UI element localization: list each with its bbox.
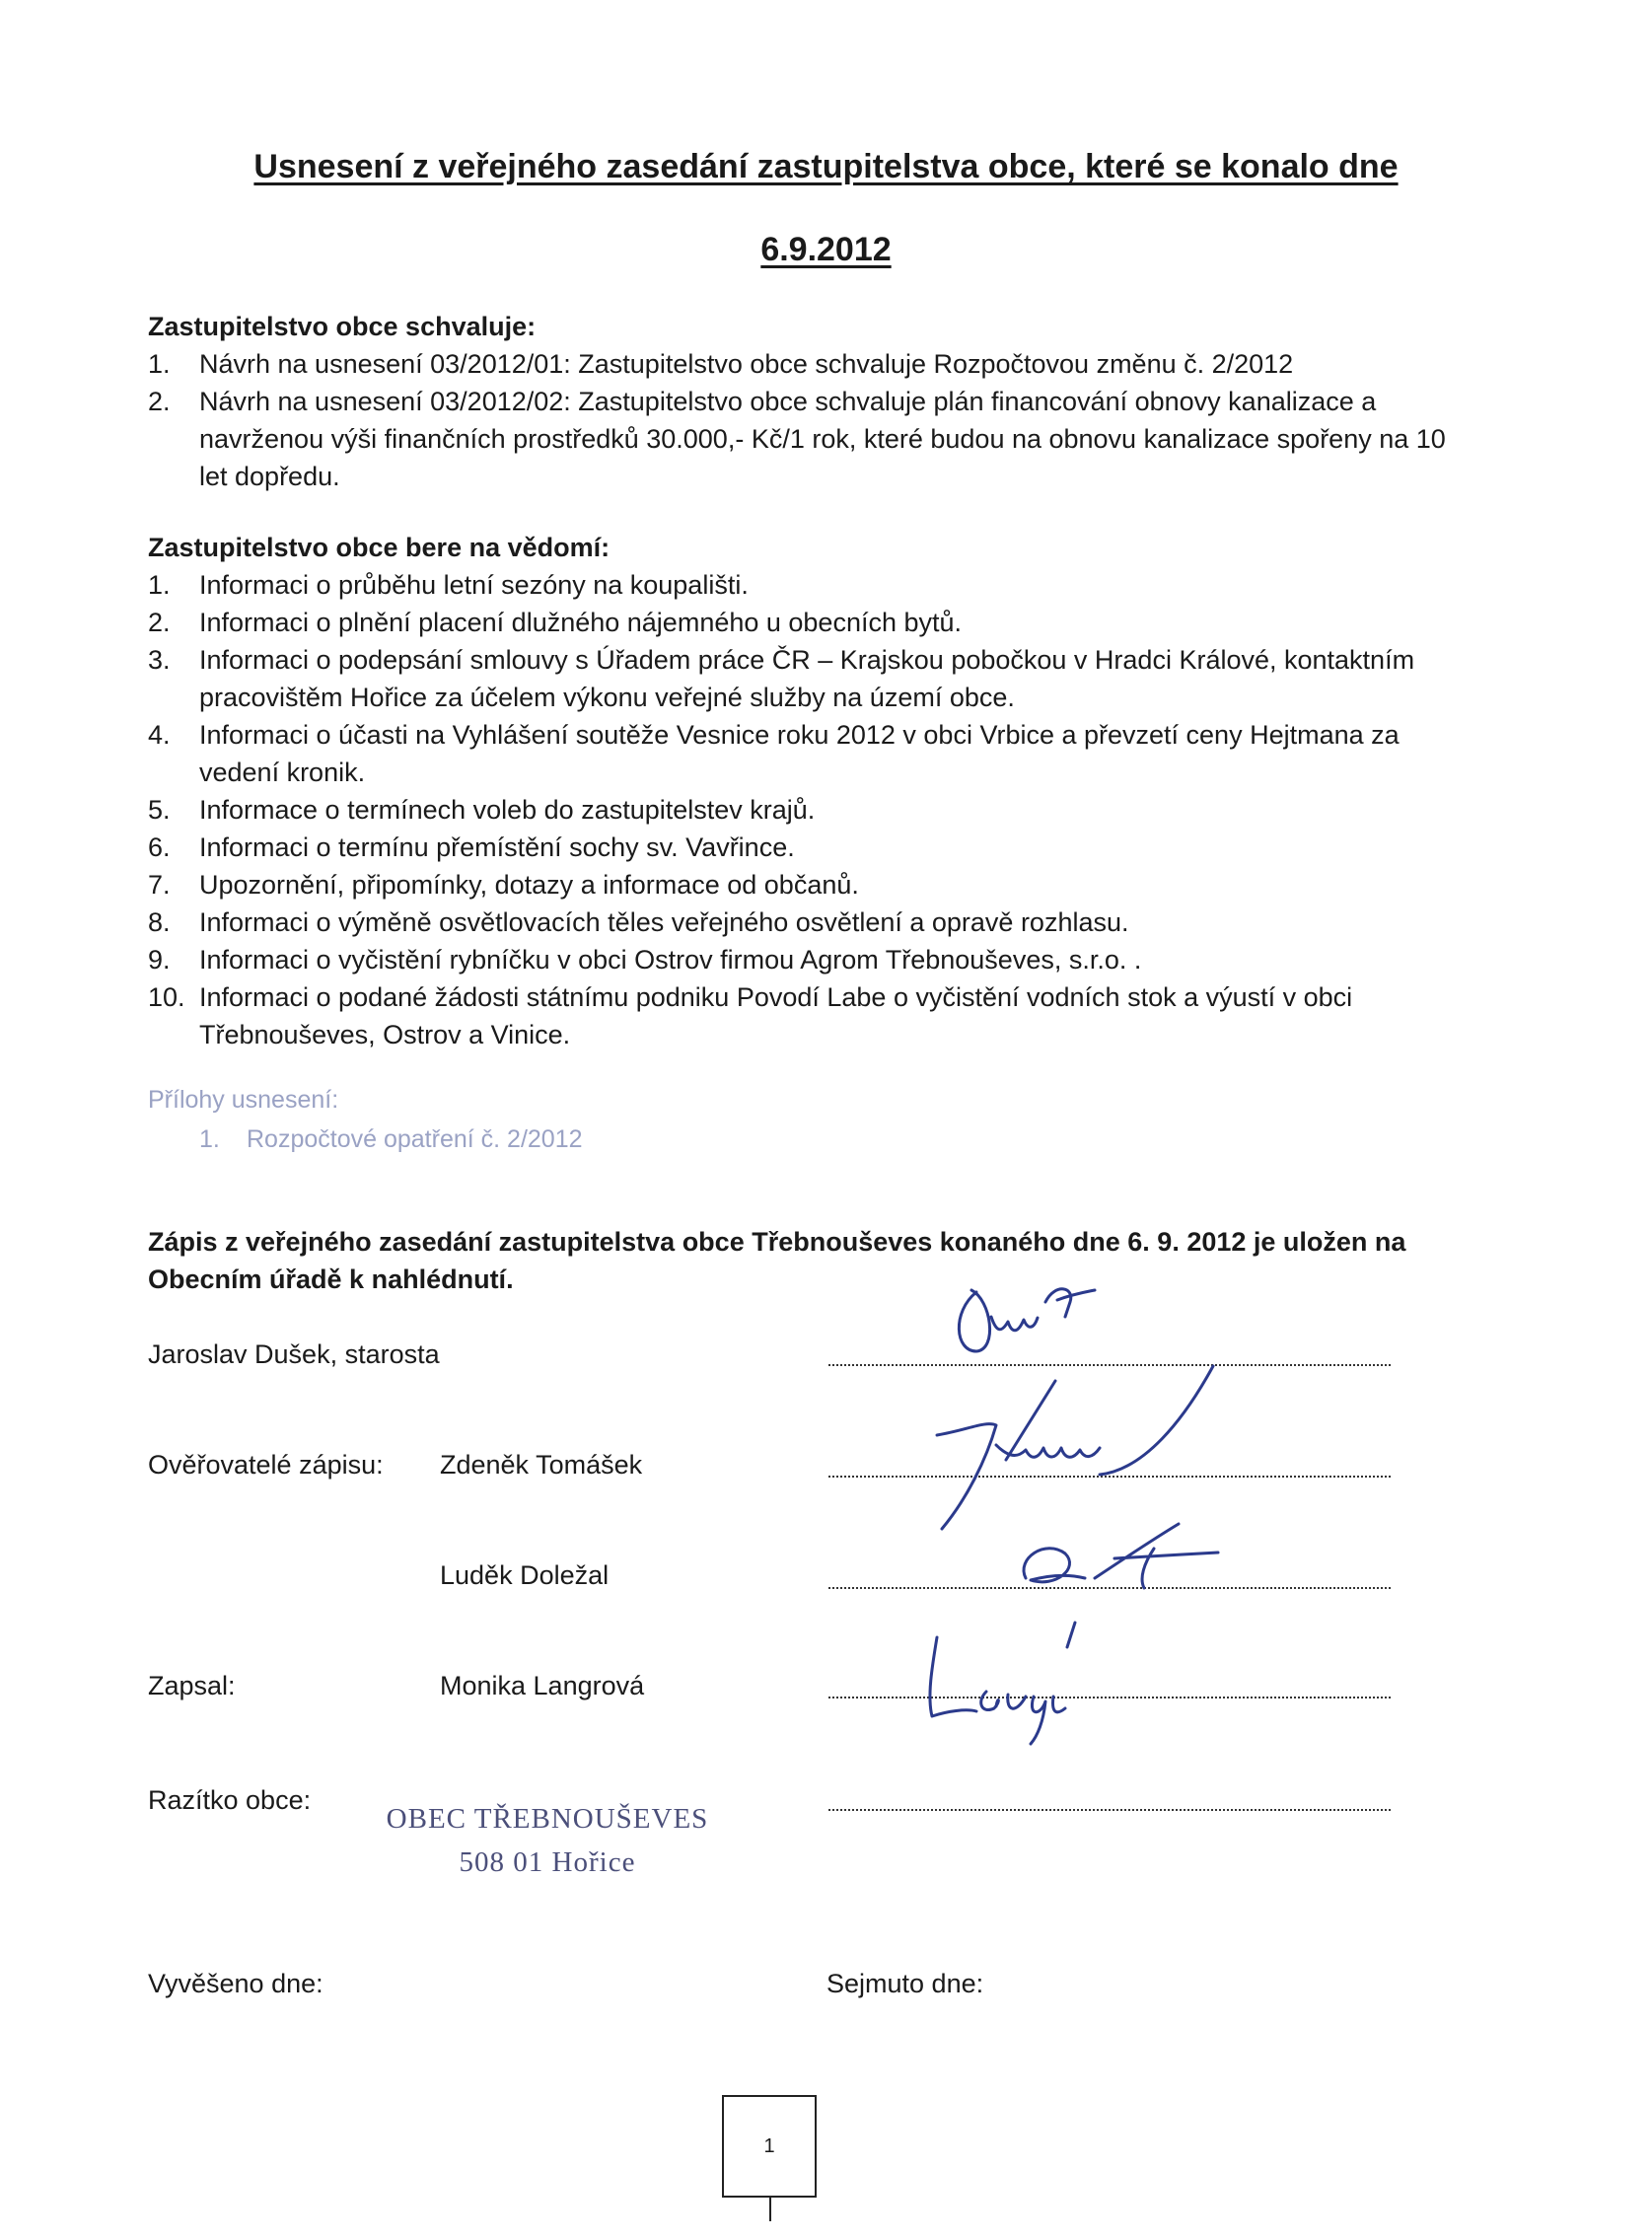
stamp-signature-line (828, 1809, 1391, 1811)
item-number: 2. (148, 387, 171, 416)
verifier1-signature (927, 1361, 1223, 1539)
item-number: 2. (148, 608, 171, 637)
list-item (148, 941, 1452, 978)
item-number: 4. (148, 720, 171, 750)
list-item (148, 866, 1452, 903)
minutes-note: Zápis z veřejného zasedání zastupitelstva obce Třebnouševes konaného dne 6. 9. 2012 je uložen na Obecním úřadě k nahlédnutí. (148, 1227, 1406, 1294)
attachment-text: Rozpočtové opatření č. 2/2012 (247, 1125, 583, 1153)
page-box-tick (769, 2198, 771, 2221)
item-number: 1. (148, 349, 171, 379)
stamp-line1: OBEC TŘEBNOUŠEVES (386, 1803, 709, 1835)
item-text: Návrh na usnesení 03/2012/02: Zastupitelstvo obce schvaluje plán financování obnovy kanalizace a navrženou výši finančních prostředků 30.000,- Kč/1 rok, které budou na obnovu kanalizace spořeny na 10 let dopředu. (199, 387, 1446, 491)
list-item (148, 791, 1452, 829)
item-text: Informaci o podané žádosti státnímu podniku Povodí Labe o vyčistění vodních stok a výustí v obci Třebnouševes, Ostrov a Vinice. (199, 982, 1353, 1049)
notes-list (148, 566, 1452, 1053)
item-text: Informaci o výměně osvětlovacích těles veřejného osvětlení a opravě rozhlasu. (199, 907, 1129, 937)
item-number: 3. (148, 645, 171, 675)
approves-section (148, 308, 1452, 495)
item-text: Informaci o plnění placení dlužného nájemného u obecních bytů. (199, 608, 963, 637)
item-number: 6. (148, 832, 171, 862)
notes-heading: Zastupitelstvo obce bere na vědomí: (148, 533, 611, 562)
document-title-date: 6.9.2012 (760, 231, 892, 268)
item-number: 8. (148, 907, 171, 937)
list-item (148, 345, 1452, 383)
writer-signature-line (828, 1697, 1391, 1698)
list-item (148, 641, 1452, 716)
item-number: 9. (148, 945, 171, 975)
list-item (148, 829, 1452, 866)
approves-list (148, 345, 1452, 495)
writer-label: Zapsal: (148, 1671, 236, 1700)
posted-label: Vyvěšeno dne: (148, 1969, 323, 1998)
item-text: Informace o termínech voleb do zastupitelstev krajů. (199, 795, 816, 825)
page-number-box (722, 2095, 817, 2198)
attachment-number: 1. (199, 1125, 220, 1153)
list-item (148, 903, 1452, 941)
stamp-line2: 508 01 Hořice (459, 1846, 636, 1878)
item-number: 10. (148, 982, 185, 1012)
writer-name: Monika Langrová (440, 1671, 645, 1700)
document-title-line1: Usnesení z veřejného zasedání zastupitelstva obce, které se konalo dne (253, 148, 1399, 185)
stamp-label: Razítko obce: (148, 1785, 312, 1815)
mayor-label: Jaroslav Dušek, starosta (148, 1339, 440, 1369)
item-text: Informaci o vyčistění rybníčku v obci Ostrov firmou Agrom Třebnouševes, s.r.o. . (199, 945, 1142, 975)
item-text: Informaci o termínu přemístění sochy sv. Vavřince. (199, 832, 795, 862)
item-text: Informaci o podepsání smlouvy s Úřadem práce ČR – Krajskou pobočkou v Hradci Králové, kontaktním pracovištěm Hořice za účelem výkonu veřejné služby na území obce. (199, 645, 1415, 712)
item-text: Informaci o účasti na Vyhlášení soutěže Vesnice roku 2012 v obci Vrbice a převzetí ceny Hejtmana za vedení kronik. (199, 720, 1400, 787)
item-number: 5. (148, 795, 171, 825)
list-item (148, 978, 1452, 1053)
list-item (148, 716, 1452, 791)
item-number: 1. (148, 570, 171, 600)
item-number: 7. (148, 870, 171, 900)
notes-section (148, 529, 1452, 1053)
item-text: Informaci o průběhu letní sezóny na koupališti. (199, 570, 749, 600)
page-number: 1 (763, 2135, 775, 2157)
verifier1-name: Zdeněk Tomášek (440, 1450, 643, 1480)
writer-signature (917, 1618, 1085, 1746)
attachments-heading: Přílohy usnesení: (148, 1086, 339, 1114)
item-text: Upozornění, připomínky, dotazy a informace od občanů. (199, 870, 859, 900)
verifier2-name: Luděk Doležal (440, 1560, 610, 1590)
item-text: Návrh na usnesení 03/2012/01: Zastupitelstvo obce schvaluje Rozpočtovou změnu č. 2/2012 (199, 349, 1294, 379)
mayor-signature (947, 1272, 1144, 1361)
list-item (148, 566, 1452, 604)
verifiers-label: Ověřovatelé zápisu: (148, 1450, 384, 1480)
verifier2-signature (1006, 1519, 1233, 1598)
removed-label: Sejmuto dne: (826, 1969, 984, 1998)
approves-heading: Zastupitelstvo obce schvaluje: (148, 312, 537, 341)
list-item (148, 604, 1452, 641)
municipality-stamp (385, 1797, 710, 1884)
list-item (148, 383, 1452, 495)
